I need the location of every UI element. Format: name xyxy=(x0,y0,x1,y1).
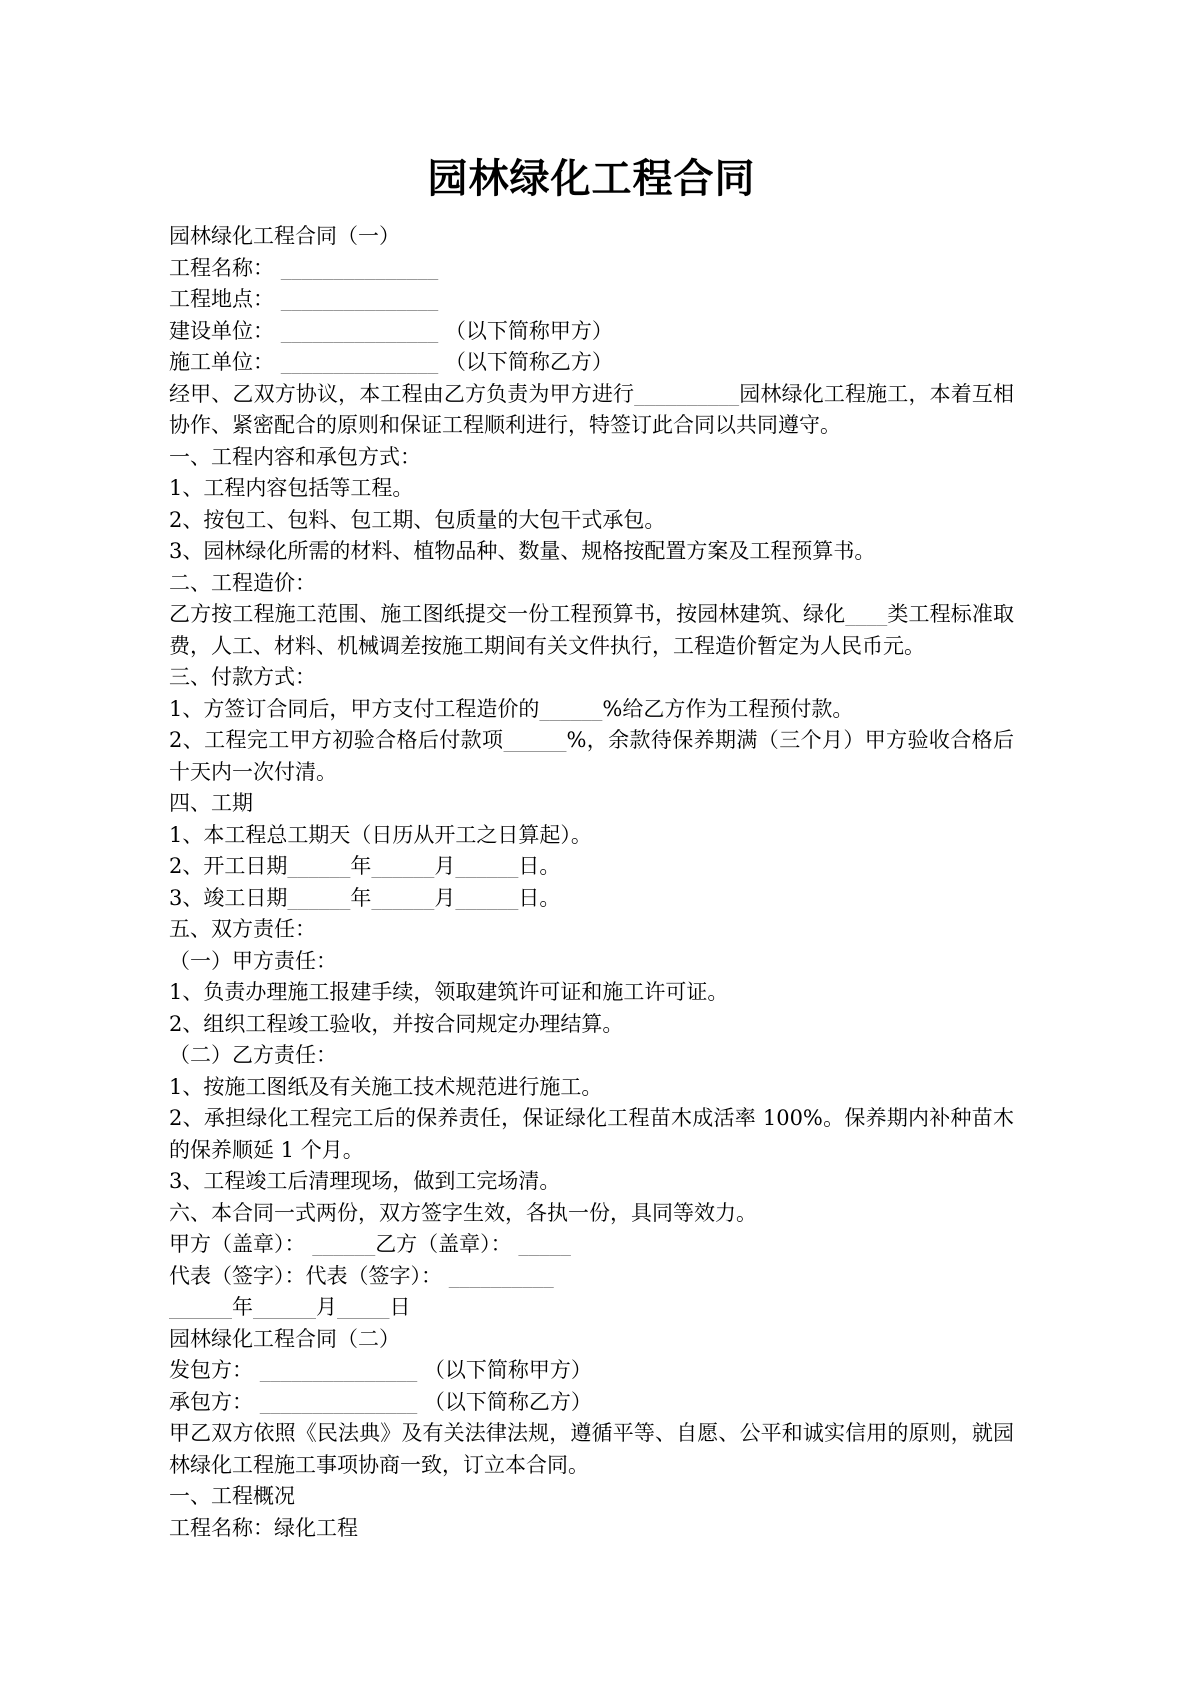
contract-paragraph: 发包方： _______________ （以下简称甲方） xyxy=(169,1358,592,1382)
contract-paragraph: 施工单位： _______________ （以下简称乙方） xyxy=(169,350,613,374)
fill-in-blank: _______________ xyxy=(280,318,439,343)
contract-paragraph: 甲乙双方依照《民法典》及有关法律法规，遵循平等、自愿、公平和诚实信用的原则，就园林绿化工程施工事项协商一致，订立本合同。 xyxy=(169,1421,1014,1477)
fill-in-blank: ______ xyxy=(253,1295,316,1319)
contract-paragraph: 工程名称：绿化工程 xyxy=(169,1515,358,1540)
contract-paragraph: 2、按包工、包料、包工期、包质量的大包干式承包。 xyxy=(169,507,666,532)
fill-in-blank: ______ xyxy=(287,885,351,910)
contract-paragraph: 承包方： _______________ （以下简称乙方） xyxy=(169,1389,592,1414)
document-title: 园林绿化工程合同 xyxy=(427,155,756,202)
fill-in-blank: _______________ xyxy=(259,1358,418,1382)
contract-paragraph: 1、负责办理施工报建手续，领取建筑许可证和施工许可证。 xyxy=(169,980,729,1004)
document-content xyxy=(169,150,1014,1544)
fill-in-blank: ____ xyxy=(845,602,888,626)
contract-paragraph: 乙方按工程施工范围、施工图纸提交一份工程预算书，按园林建筑、绿化____类工程标准取费，人工、材料、机械调差按施工期间有关文件执行，工程造价暂定为人民币元。 xyxy=(169,602,1015,658)
contract-paragraph: 2、承担绿化工程完工后的保养责任，保证绿化工程苗木成活率 100%。保养期内补种苗木的保养顺延 1 个月。 xyxy=(169,1106,1014,1162)
contract-paragraph: 1、方签订合同后，甲方支付工程造价的______%给乙方作为工程预付款。 xyxy=(169,696,854,721)
fill-in-blank: ______ xyxy=(455,885,519,910)
contract-paragraph: （一）甲方责任： xyxy=(169,948,337,973)
fill-in-blank: _______________ xyxy=(280,287,439,311)
contract-paragraph: ______年______月_____日 xyxy=(169,1295,411,1319)
fill-in-blank: ______ xyxy=(371,854,435,878)
contract-paragraph: （二）乙方责任： xyxy=(169,1043,337,1067)
contract-paragraph: 建设单位： _______________ （以下简称甲方） xyxy=(169,318,613,343)
contract-paragraph: 工程名称： _______________ xyxy=(169,255,439,280)
contract-paragraph: 三、付款方式： xyxy=(169,665,316,689)
contract-paragraph: 六、本合同一式两份，双方签字生效，各执一份，具同等效力。 xyxy=(169,1200,757,1225)
fill-in-blank: __________ xyxy=(634,381,740,406)
fill-in-blank: ______ xyxy=(312,1232,376,1256)
contract-paragraph: 园林绿化工程合同（一） xyxy=(169,224,400,248)
contract-paragraph: 四、工期 xyxy=(169,791,253,815)
contract-paragraph: 一、工程内容和承包方式： xyxy=(169,444,421,469)
contract-paragraph: 3、竣工日期______年______月______日。 xyxy=(169,885,561,910)
fill-in-blank: ______ xyxy=(169,1295,232,1319)
contract-paragraph: 2、开工日期______年______月______日。 xyxy=(169,854,561,878)
fill-in-blank: ______ xyxy=(371,885,435,910)
fill-in-blank: ______ xyxy=(503,728,567,752)
document-body xyxy=(169,221,1014,1544)
contract-paragraph: 园林绿化工程合同（二） xyxy=(169,1326,400,1351)
fill-in-blank: ______ xyxy=(287,854,351,878)
contract-paragraph: 2、组织工程竣工验收，并按合同规定办理结算。 xyxy=(169,1011,624,1036)
contract-paragraph: 1、本工程总工期天（日历从开工之日算起）。 xyxy=(169,822,592,847)
fill-in-blank: ______ xyxy=(455,854,519,878)
contract-paragraph: 二、工程造价： xyxy=(169,570,316,595)
contract-paragraph: 2、工程完工甲方初验合格后付款项______%，余款待保养期满（三个月）甲方验收合格后十天内一次付清。 xyxy=(169,728,1014,784)
contract-paragraph: 1、工程内容包括等工程。 xyxy=(169,476,414,500)
contract-paragraph: 代表（签字）：代表（签字）： __________ xyxy=(169,1263,554,1288)
contract-paragraph: 3、园林绿化所需的材料、植物品种、数量、规格按配置方案及工程预算书。 xyxy=(169,539,876,563)
contract-paragraph: 五、双方责任： xyxy=(169,917,316,941)
fill-in-blank: _____ xyxy=(337,1295,390,1319)
contract-paragraph: 3、工程竣工后清理现场，做到工完场清。 xyxy=(169,1169,561,1193)
fill-in-blank: _______________ xyxy=(280,255,439,280)
fill-in-blank: __________ xyxy=(448,1263,554,1288)
contract-paragraph: 经甲、乙双方协议，本工程由乙方负责为甲方进行__________园林绿化工程施工，本着互相协作、紧密配合的原则和保证工程顺利进行，特签订此合同以共同遵守。 xyxy=(169,381,1015,437)
contract-paragraph: 一、工程概况 xyxy=(169,1484,295,1508)
contract-paragraph: 1、按施工图纸及有关施工技术规范进行施工。 xyxy=(169,1074,603,1099)
contract-paragraph: 工程地点： _______________ xyxy=(169,287,439,311)
fill-in-blank: _______________ xyxy=(280,350,439,374)
fill-in-blank: _______________ xyxy=(259,1389,418,1414)
fill-in-blank: _____ xyxy=(518,1232,571,1256)
contract-paragraph: 甲方（盖章）： ______乙方（盖章）： _____ xyxy=(169,1232,571,1256)
fill-in-blank: ______ xyxy=(539,696,603,721)
